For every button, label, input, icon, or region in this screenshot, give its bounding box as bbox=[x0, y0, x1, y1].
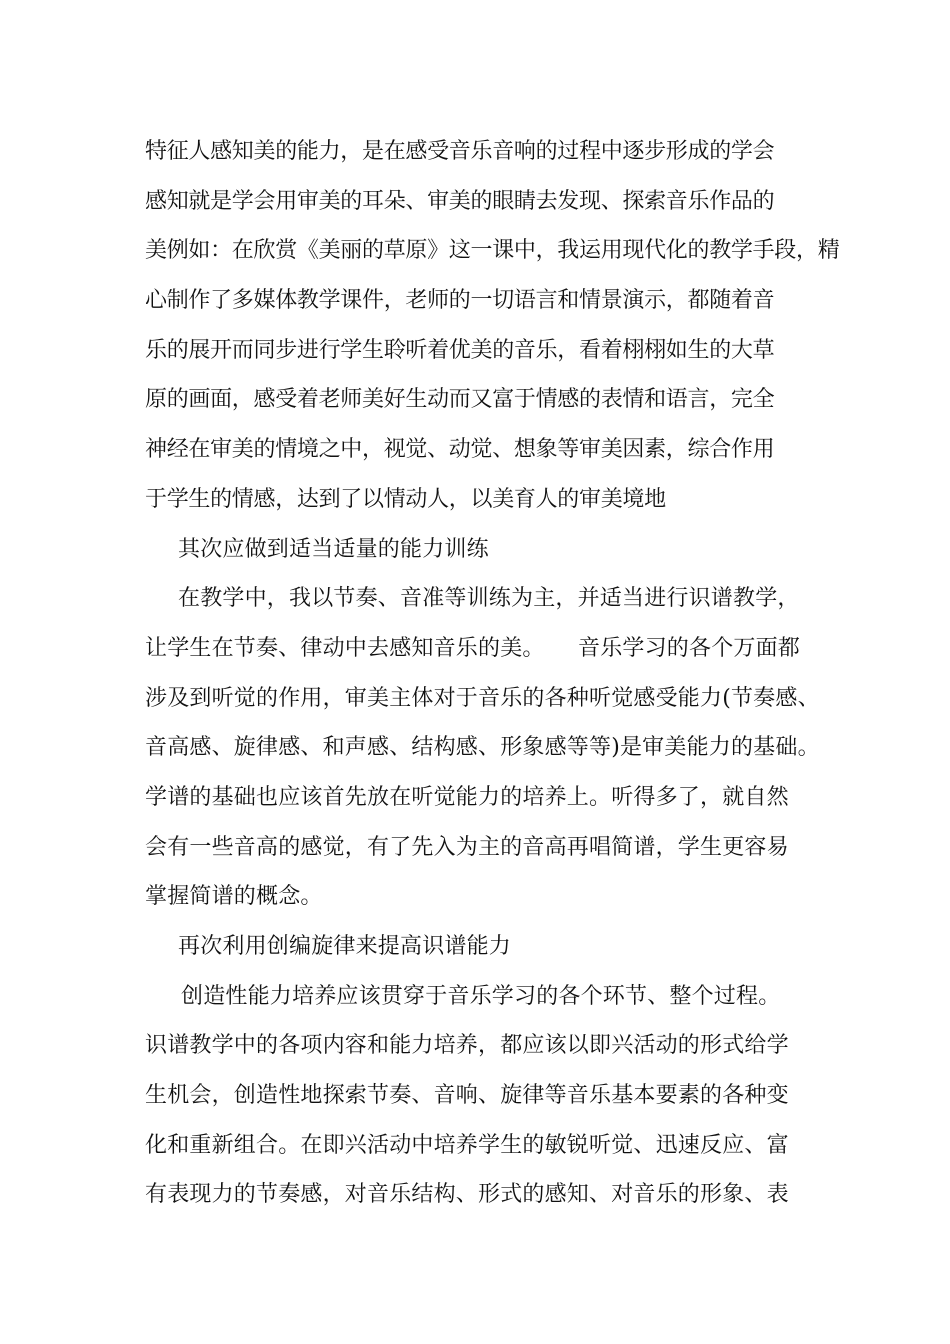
text-line: 学谱的基础也应该首先放在听觉能力的培养上。听得多了，就自然 bbox=[145, 784, 789, 810]
text-line: 会有一些音高的感觉，有了先入为主的音高再唱简谱，学生更容易 bbox=[145, 834, 789, 860]
text-line: 识谱教学中的各项内容和能力培养，都应该以即兴活动的形式给学 bbox=[145, 1033, 789, 1059]
text-line: 有表现力的节奏感，对音乐结构、形式的感知、对音乐的形象、表 bbox=[145, 1182, 789, 1208]
text-line: 涉及到听觉的作用，审美主体对于音乐的各种听觉感受能力(节奏感、 bbox=[145, 685, 820, 711]
text-line: 原的画面，感受着老师美好生动而又富于情感的表情和语言，完全 bbox=[145, 387, 775, 413]
section-heading: 其次应做到适当适量的能力训练 bbox=[178, 536, 489, 562]
section-heading: 再次利用创编旋律来提高识谱能力 bbox=[178, 934, 512, 959]
text-line: 美例如：在欣赏《美丽的草原》这一课中，我运用现代化的教学手段，精 bbox=[145, 238, 840, 264]
document-body bbox=[145, 127, 840, 1220]
text-line: 音高感、旋律感、和声感、结构感、形象感等等)是审美能力的基础。 bbox=[145, 735, 820, 761]
text-line: 特征人感知美的能力，是在感受音乐音响的过程中逐步形成的学会 bbox=[145, 139, 775, 164]
text-line: 化和重新组合。在即兴活动中培养学生的敏锐听觉、迅速反应、富 bbox=[145, 1132, 789, 1158]
text-line: 让学生在节奏、律动中去感知音乐的美。 音乐学习的各个万面都 bbox=[145, 635, 801, 661]
text-line: 创造性能力培养应该贯穿于音乐学习的各个环节、整个过程。 bbox=[181, 983, 781, 1009]
text-line: 在教学中，我以节奏、音准等训练为主，并适当进行识谱教学， bbox=[178, 586, 800, 612]
text-line: 心制作了多媒体教学课件，老师的一切语言和情景演示，都随着音 bbox=[145, 288, 775, 314]
text-line: 神经在审美的情境之中，视觉、动觉、想象等审美因素，综合作用 bbox=[145, 437, 775, 463]
text-line: 生机会，创造性地探索节奏、音响、旋律等音乐基本要素的各种变 bbox=[145, 1083, 789, 1109]
text-line: 掌握简谱的概念。 bbox=[145, 884, 323, 910]
text-line: 于学生的情感，达到了以情动人，以美育人的审美境地 bbox=[145, 486, 666, 512]
text-line: 感知就是学会用审美的耳朵、审美的眼睛去发现、探索音乐作品的 bbox=[145, 188, 775, 214]
text-line: 乐的展开而同步进行学生聆听着优美的音乐，看着栩栩如生的大草 bbox=[145, 337, 775, 363]
